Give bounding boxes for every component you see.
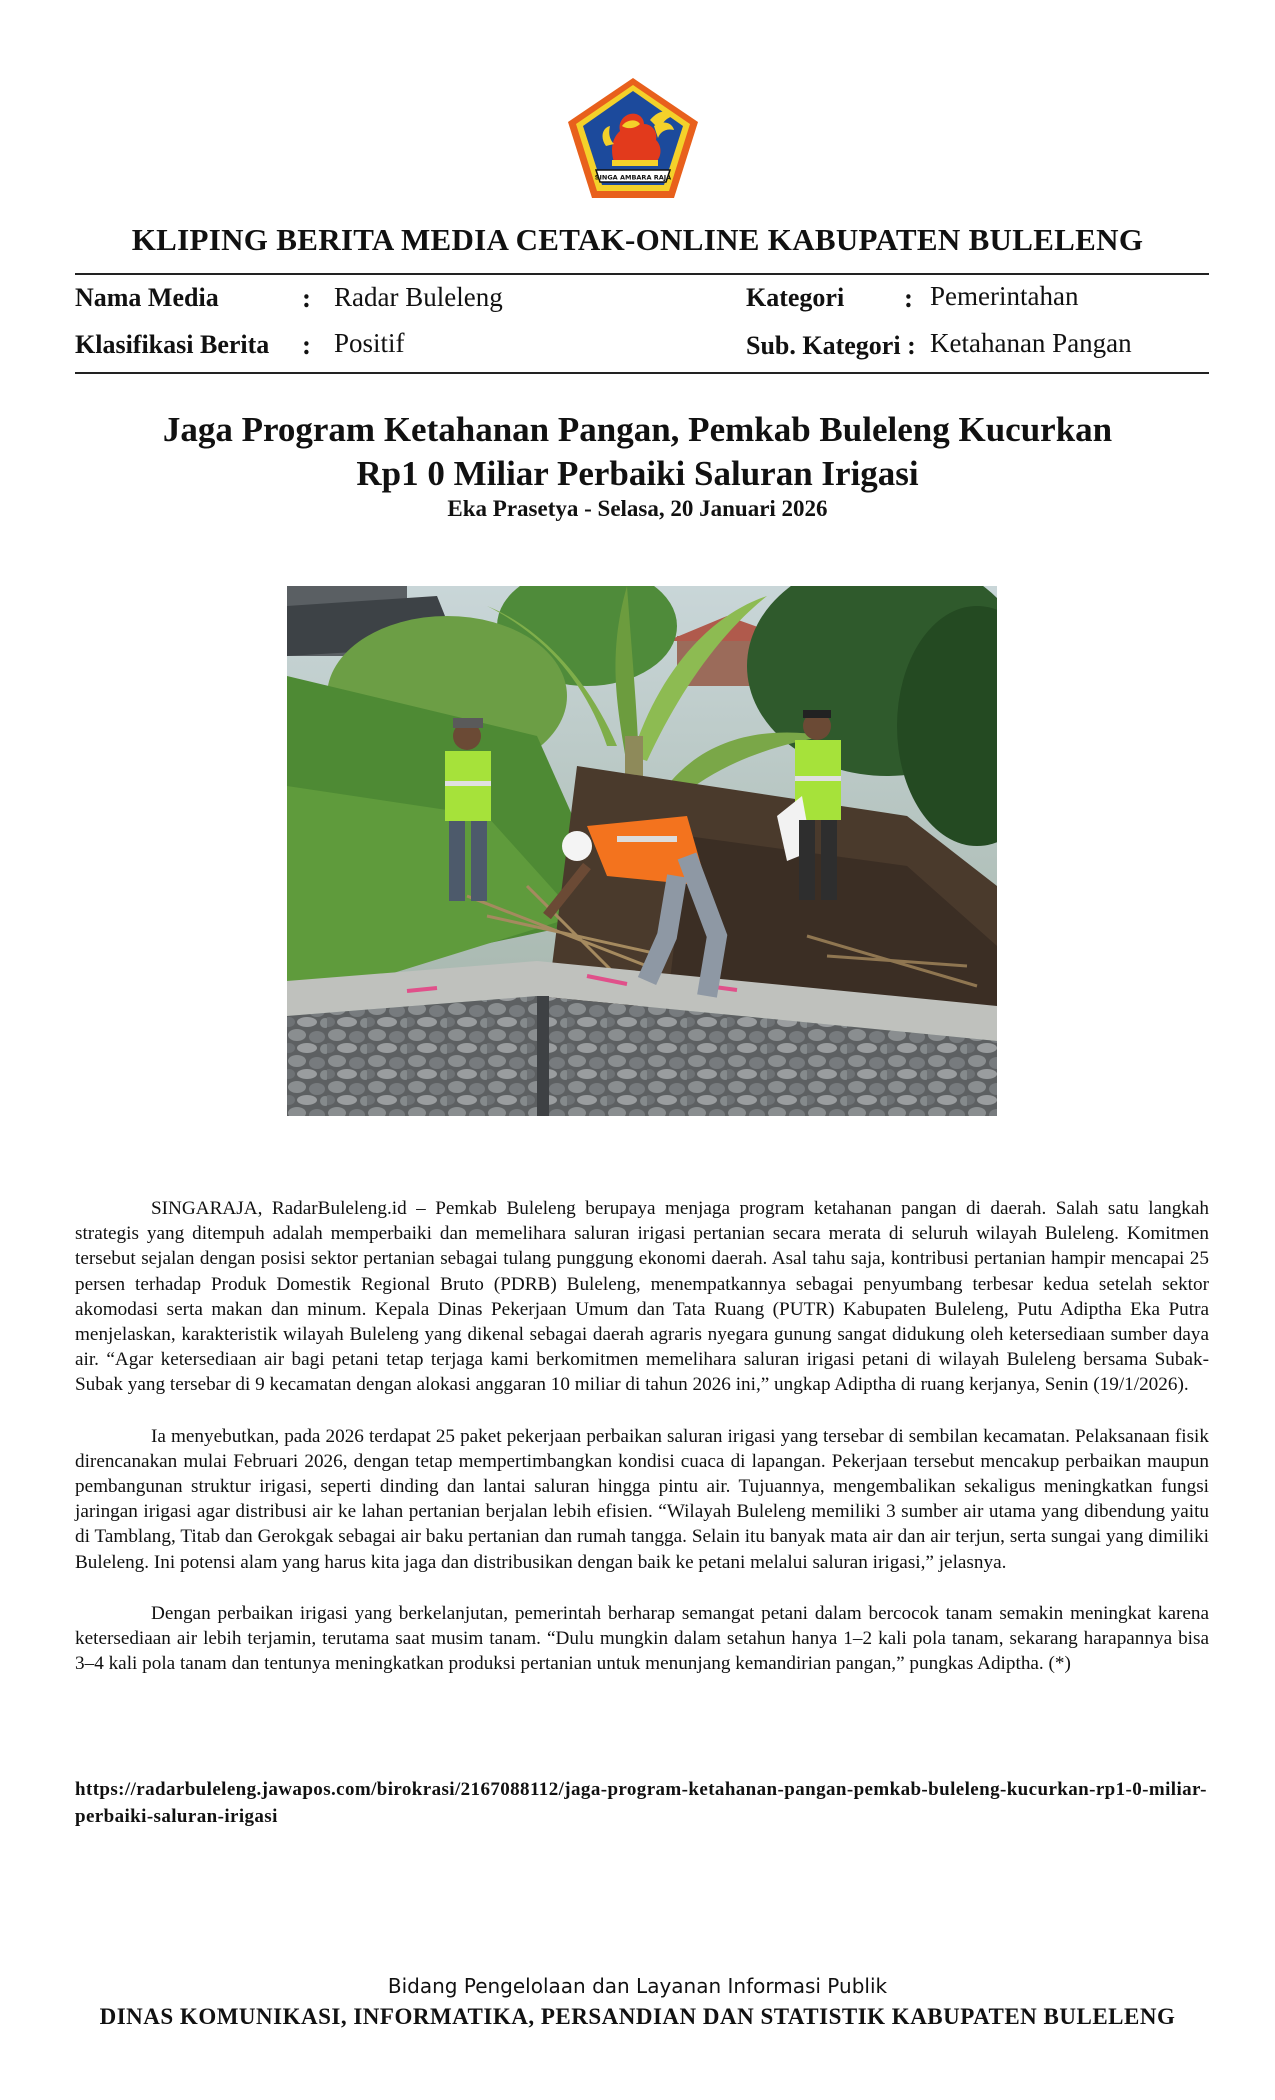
- headline-line-1: Jaga Program Ketahanan Pangan, Pemkab Buleleng Kucurkan: [162, 410, 1113, 449]
- logo-text: SINGA AMBARA RAJA: [594, 173, 672, 182]
- category-value: Pemerintahan: [930, 281, 1079, 311]
- top-divider: [75, 273, 1209, 275]
- subcategory-label: Sub. Kategori :: [746, 331, 916, 360]
- article-paragraph-3: Dengan perbaikan irigasi yang berkelanjutan, pemerintah berharap semangat petani dalam bercocok tanam semakin meningkat karena ketersediaan air lebih terjamin, terutama saat musim tanam. “Dulu mungkin dalam setahun hanya 1–2 kali pola tanam, sekarang harapannya bisa 3–4 kali pola tanam dan tentunya meningkatkan produksi pertanian untuk menunjang kemandirian pangan,” pungkas Adiptha. (*): [75, 1602, 1209, 1675]
- page-title: KLIPING BERITA MEDIA CETAK-ONLINE KABUPATEN BULELENG: [131, 222, 1144, 257]
- article-paragraph-1: SINGARAJA, RadarBuleleng.id – Pemkab Buleleng berupaya menjaga program ketahanan pangan di daerah. Salah satu langkah strategis yang ditempuh adalah memperbaiki dan memelihara saluran irigasi pertanian secara merata di seluruh wilayah Buleleng. Komitmen tersebut sejalan dengan posisi sektor pertanian sebagai tulang punggung ekonomi daerah. Asal tahu saja, kontribusi pertanian hampir mencapai 25 persen terhadap Produk Domestik Regional Bruto (PDRB) Buleleng, menempatkannya sebagai penyumbang terbesar kedua setelah sektor akomodasi serta makan dan minum. Kepala Dinas Pekerjaan Umum dan Tata Ruang (PUTR) Kabupaten Buleleng, Putu Adiptha Eka Putra menjelaskan, karakteristik wilayah Buleleng yang dikenal sebagai daerah agraris nyegara gunung sangat didukung oleh ketersediaan sumber daya air. “Agar ketersediaan air bagi petani tetap terjaga kami berkomitmen memelihara saluran irigasi petani di wilayah Buleleng bersama Subak-Subak yang tersebar di 9 kecamatan dengan alokasi anggaran 10 miliar di tahun 2026 ini,” ungkap Adiptha di ruang kerjanya, Senin (19/1/2026).: [75, 1198, 1209, 1396]
- classification-colon: :: [302, 330, 311, 360]
- footer-agency: DINAS KOMUNIKASI, INFORMATIKA, PERSANDIAN DAN STATISTIK KABUPATEN BULELENG: [99, 2004, 1176, 2029]
- media-value: Radar Buleleng: [334, 282, 503, 312]
- classification-label: Klasifikasi Berita: [75, 330, 270, 359]
- category-colon: :: [904, 283, 913, 313]
- article-paragraph-2: Ia menyebutkan, pada 2026 terdapat 25 paket pekerjaan perbaikan saluran irigasi yang tersebar di sembilan kecamatan. Pelaksanaan fisik direncanakan mulai Februari 2026, dengan tetap mempertimbangkan kondisi cuaca di lapangan. Pekerjaan tersebut mencakup perbaikan maupun pembangunan struktur irigasi, seperti dinding dan lantai saluran hingga pintu air. Tujuannya, mengembalikan sekaligus meningkatkan fungsi jaringan irigasi agar distribusi air ke lahan pertanian berjalan lebih efisien. “Wilayah Buleleng memiliki 3 sumber air utama yang dibendung yaitu di Tamblang, Titab dan Gerokgak sebagai air baku pertanian dan rumah tangga. Selain itu banyak mata air dan air terjun, serta sungai yang dimiliki Buleleng. Ini potensi alam yang harus kita jaga dan distribusikan dengan baik ke petani melalui saluran irigasi,” jelasnya.: [75, 1425, 1209, 1573]
- footer-division: Bidang Pengelolaan dan Layanan Informasi Publik: [387, 1974, 888, 1998]
- media-colon: :: [302, 283, 311, 313]
- subcategory-value: Ketahanan Pangan: [930, 328, 1132, 358]
- irrigation-channel-photo: [287, 586, 997, 1116]
- article-headline: [0, 408, 1275, 496]
- category-label: Kategori: [746, 283, 845, 312]
- source-url-link[interactable]: https://radarbuleleng.jawapos.com/birokrasi/2167088112/jaga-program-ketahanan-pangan-pemkab-buleleng-kucurkan-rp1-0-miliar-perbaiki-saluran-irigasi: [75, 1779, 1207, 1827]
- headline-line-2: Rp1 0 Miliar Perbaiki Saluran Irigasi: [356, 454, 919, 493]
- singa-ambara-raja-crest-icon: [566, 76, 700, 200]
- article-byline: Eka Prasetya - Selasa, 20 Januari 2026: [447, 496, 828, 521]
- media-label: Nama Media: [75, 283, 219, 312]
- meta-divider: [75, 372, 1209, 374]
- classification-value: Positif: [334, 328, 405, 358]
- article-body: [75, 1196, 1209, 1702]
